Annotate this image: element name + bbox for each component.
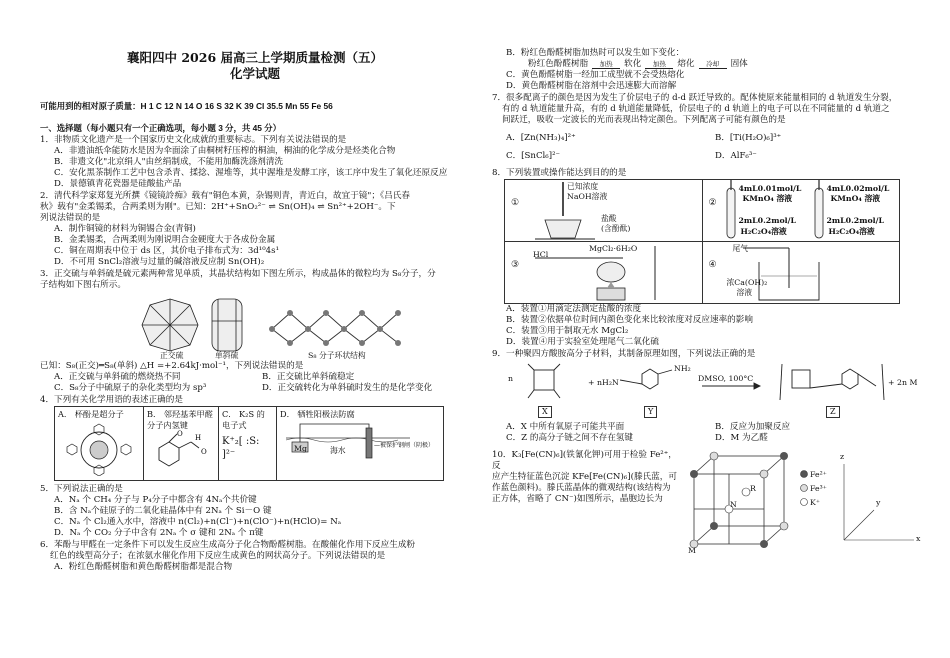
caoh2-label: 浓Ca(OH)₂ [726,278,768,287]
q2-stem-line1: 2．清代科学家郑复光所撰《镜镜詅痴》载有"铜色本黄，杂锡则青，青近白，故宜于镜"；《吕氏春 [40,191,411,201]
q9-option-a: A．X 中所有氧原子可能共平面 [506,422,625,432]
sacrificial-anode-figure [280,420,440,462]
q4-option-b: B． 邻羟基苯甲醛分子内氢键 [147,409,213,430]
q7-options-ab [492,133,924,144]
left-column [40,0,470,573]
q4-table [54,406,444,481]
apparatus-3 [505,242,703,304]
label-s8-ring: S₈ 分子环状结构 [308,351,366,360]
q3-option-d: D．正交硫转化为单斜硫时发生的是化学变化 [262,383,433,393]
q1-option-d: D．景德镇青花瓷器是硅酸盐产品 [54,179,182,189]
exam-title: 襄阳四中 2026 届高三上学期质量检测（五） [127,50,383,65]
apparatus-3-num: ③ [511,260,520,270]
q7-stem-line1: 7．很多配离子的颜色是因为发生了价层电子的 d-d 跃迁导致的。配体使原来能量相同的 d 轨道发生分裂， [492,93,898,103]
q5-option-a: A．Nₐ 个 CH₄ 分子与 P₄分子中都含有 4Nₐ个共价键 [54,495,257,505]
reaction-condition: DMSO, 100°C [698,374,754,383]
exam-subtitle: 化学试题 [229,66,280,82]
question-3 [40,269,470,394]
q6-stem-line2: 红色的线型高分子；在浓氨水催化作用下反应生成黄色的网状高分子。下列说法错误的是 [50,551,386,561]
q5-option-b: B．含 Nₐ个硅原子的二氧化硅晶体中有 2Nₐ 个 Si－O 键 [54,506,272,516]
q6-option-c: C．黄色酚醛树脂一经加工成型就不会受热熔化 [506,70,685,80]
chain-melt: 熔化 [677,59,695,69]
apparatus-1-num: ① [511,198,520,208]
diamine-reagent: + nH₂N [588,378,619,387]
atomic-masses: 可能用到的相对原子质量：H 1 C 12 N 14 O 16 S 32 K 39 Cl 35.5 Mn 55 Fe 56 [40,100,333,111]
legend-fe3: Fe³⁺ [810,484,827,493]
q5-option-d: D．Nₐ 个 CO₂ 分子中含有 2Nₐ 个 σ 键和 2Nₐ 个 π键 [54,528,264,538]
q4-option-a: A． 杯酚是超分子 [58,409,124,419]
q6-b-chain [492,59,924,70]
q4-stem: 4．下列有关化学用语的表述正确的是 [40,395,183,405]
n-coefficient: n [508,374,514,383]
q9-option-d: D．M 为乙醛 [715,433,768,443]
arrow-heat-2: 加热 [645,60,673,69]
calixarene-icon [58,420,140,476]
label-z: Z [826,406,840,418]
q6-stem-line1: 6．苯酚与甲醛在一定条件下可以发生反应生成高分子化合物酚醛树脂。在酸催化作用下反应生成粉 [40,540,416,550]
nh2-group: NH₂ [674,364,691,373]
q4-cell-d [277,407,444,481]
anode-diagram-svg [280,420,420,462]
q7-option-c: C．[SnCl₆]²⁻ [506,151,561,161]
chain-soften: 软化 [624,59,642,69]
q2-option-c: C．铜在周期表中位于 ds 区，其价电子排布式为：3d¹⁰4s¹ [54,246,280,256]
q10-text [492,450,682,505]
q2-option-a: A．制作铜镜的材料为铜锡合金(青铜) [54,224,196,234]
reaction-scheme-svg [492,360,924,422]
q9-options-ab [492,422,924,433]
hcl-gas-label: HCl [533,250,549,259]
q9-options-cd [492,433,924,444]
q1-option-a: A．非遗油纸伞能防水是因为伞面涂了由桐树籽压榨的桐油，桐油的化学成分是烃类化合物 [54,146,396,156]
apparatus-2 [702,180,900,242]
legend-k: K⁺ [810,498,820,507]
crystal-cell-svg [684,450,924,550]
question-7 [492,93,924,162]
q4-option-c: C． K₂S 的电子式 [222,409,265,430]
chain-start: 粉红色酚醛树脂 [528,59,589,69]
question-6 [40,540,470,573]
arrow-cool: 冷却 [699,60,727,69]
q2-option-b: B．金柔锡柔，合两柔则为刚说明合金硬度大于各成份金属 [54,235,276,245]
axis-z-label: z [840,452,845,461]
q3-known: 已知：S₈(正交)═S₈(单斜) △H =+2.64kJ·mol⁻¹，下列说法错误的是 [40,361,304,371]
question-9 [492,349,924,444]
hcl-label-1: 盐酸 [601,214,617,223]
q6-option-b: B．粉红色酚醛树脂加热时可以发生如下变化： [506,48,685,58]
q3-stem-line1: 3．正交硫与单斜硫是硫元素两种常见单质，其晶状结构如下图左所示，构成晶体的微粒均为 S₈分子，分 [40,269,436,279]
q8-option-d: D．装置④用于实验室处理尾气二氧化硫 [506,337,659,347]
question-1 [40,135,470,190]
kmno4-conc-2: 4mL0.02mol/L [826,184,890,193]
right-column [492,48,924,560]
naoh-label-2: NaOH溶液 [567,192,608,201]
q8-stem: 8．下列装置或操作能达到目的的是 [492,168,627,178]
q2-stem-line2: 秋》载有"金柔锡柔，合两柔则为刚"。已知：2H⁺+SnO₂²⁻ ⇌ Sn(OH)₄ ⇌ Sn²⁺+2OH⁻。下 [40,202,396,212]
kmno4-conc-1: 4mL0.01mol/L [738,184,802,193]
section-heading: 一、选择题（每小题只有一个正确选项，每小题 3 分，共 45 分） [40,123,282,134]
label-monoclinic: 单斜硫 [215,351,239,360]
question-5 [40,484,470,539]
naoh-label-1: 已知浓度 [567,182,599,191]
question-10 [492,450,924,560]
legend-fe2: Fe²⁺ [810,470,827,479]
q4-cell-b [144,407,219,481]
q4-option-d: D． 牺牲阳极法防腐 [280,409,355,419]
point-m-label: M [688,546,696,555]
chain-solid: 固体 [730,59,748,69]
axis-x-label: x [916,534,921,543]
polymer-reaction-figure [492,360,924,422]
q5-stem: 5．下列说法正确的是 [40,484,123,494]
q3-option-b: B．正交硫比单斜硫稳定 [262,372,355,382]
q1-option-c: C．安化黑茶制作工艺中包含杀青、揉捻、渥堆等，其中渥堆是发酵工序，该工序中发生了氧化还原反应 [54,168,448,178]
k2s-electron-formula: K⁺₂[ :S: ]²⁻ [222,436,260,460]
steel-label: —被保护钢闸（阴极） [374,441,435,449]
sulfur-structures-svg [40,291,470,361]
q3-option-c: C．S₈分子中硫原子的杂化类型均为 sp³ [54,383,207,393]
hcl-label-2: (含酚酞) [601,224,631,233]
oxalic-conc-1: 2mL0.2mol/L [738,216,796,225]
q2-stem-line3: 列说法错误的是 [40,213,101,223]
q6-option-d: D．黄色酚醛树脂在溶剂中会迅速膨大而溶解 [506,81,677,91]
kmno4-label-2: KMnO₄ 溶液 [830,194,881,203]
q10-line2: 应产生特征蓝色沉淀 KFe[Fe(CN)₆](滕氏蓝，可 [492,472,677,482]
q7-option-a: A．[Zn(NH₃)₄]²⁺ [506,133,576,143]
sulfur-crystal-figure [40,291,470,361]
solution-label: 溶液 [736,288,753,297]
q8-option-c: C．装置③用于制取无水 MgCl₂ [506,326,629,336]
label-y: Y [644,406,657,418]
svg-text:O: O [177,430,183,438]
label-x: X [538,406,552,418]
mgcl2-label: MgCl₂·6H₂O [589,244,638,253]
q3-options-cd [40,383,470,394]
q7-option-b: B．[Ti(H₂O)₆]³⁺ [715,133,782,143]
equilibrium-arrow-icon-2: ⇌ [317,202,325,212]
apparatus-4-num: ④ [708,260,717,270]
mg-label: Mg [294,443,307,453]
oxalic-label-2: H₂C₂O₄溶液 [828,227,875,236]
q3-stem-line2: 子结构如下图右所示。 [40,280,126,290]
q5-option-c: C．Nₐ 个 Cl₂通入水中，溶液中 n(Cl₂)+n(Cl⁻)+n(ClO⁻)+n(HClO)= Nₐ [54,517,342,527]
question-4 [40,395,470,481]
q7-options-cd [492,151,924,162]
arrow-heat-1: 加热 [592,60,620,69]
q7-stem-line3: 间跃迁，吸收一定波长的光而表现出特定颜色。下列配离子可能有颜色的是 [502,115,786,125]
oxalic-label-1: H₂C₂O₄溶液 [740,227,787,236]
seawater-label: 海水 [330,445,346,455]
tail-gas-label: 尾气 [732,244,749,253]
equilibrium-arrow-icon: ⇌ [268,202,276,212]
q4-cell-c [219,407,277,481]
kmno4-label-1: KMnO₄ 溶液 [742,194,793,203]
point-r-label: R [750,484,756,493]
question-2 [40,191,470,268]
q9-stem: 9．一种聚四方酸胺高分子材料，其制备原理如图，下列说法正确的是 [492,349,756,359]
q3-options-ab [40,372,470,383]
hydroxybenzaldehyde-icon [147,430,215,474]
q1-stem: 1．非物质文化遗产是一个国家历史文化成就的重要标志。下列有关说法错误的是 [40,135,347,145]
q9-option-c: C．Z 的高分子链之间不存在氢键 [506,433,633,443]
q3-option-a: A．正交硫与单斜硫的燃烧热不同 [54,372,181,382]
svg-text:H: H [195,434,202,442]
axis-y-label: y [876,498,881,507]
svg-text:O: O [201,448,207,456]
q9-option-b: B．反应为加聚反应 [715,422,791,432]
q1-option-b: B．非遗文化"北京绢人"由丝绢制成，不能用加酶洗涤剂清洗 [54,157,284,167]
q8-option-b: B．装置②依据单位时间内颜色变化来比较浓度对反应速率的影响 [506,315,753,325]
q6-option-a: A．粉红色酚醛树脂和黄色酚醛树脂都是混合物 [54,562,233,572]
question-8 [492,168,924,348]
q7-stem-line2: 有的 d 轨道能量升高，有的 d 轨道能量降低，价层电子的 d 轨道上的电子可以在不同能量的 d 轨道之 [502,104,890,114]
apparatus-4 [702,242,900,304]
byproduct-m: + 2n M [888,378,918,387]
q8-apparatus-table [504,179,900,304]
q4-cell-a [55,407,144,481]
q2-option-d: D．不可用 SnCl₂溶液与过量的碱溶液反应制 Sn(OH)₂ [54,257,265,267]
q10-line4: 正方体，省略了 CN⁻)如图所示，晶胞边长为 [492,494,663,504]
q7-option-d: D．AlF₆³⁻ [715,151,757,161]
label-orthorhombic: 正交硫 [160,351,184,360]
apparatus-2-num: ② [708,198,717,208]
apparatus-1 [505,180,703,242]
q10-line3: 作蓝色颜料)。滕氏蓝晶体的微观结构(该结构为 [492,483,671,493]
point-n-label: N [730,500,737,509]
oxalic-conc-2: 2mL0.2mol/L [826,216,884,225]
q10-line1: 10．K₃[Fe(CN)₆](铁氰化钾)可用于检验 Fe²⁺，反 [492,450,677,471]
q8-option-a: A．装置①用滴定法测定盐酸的浓度 [506,304,642,314]
